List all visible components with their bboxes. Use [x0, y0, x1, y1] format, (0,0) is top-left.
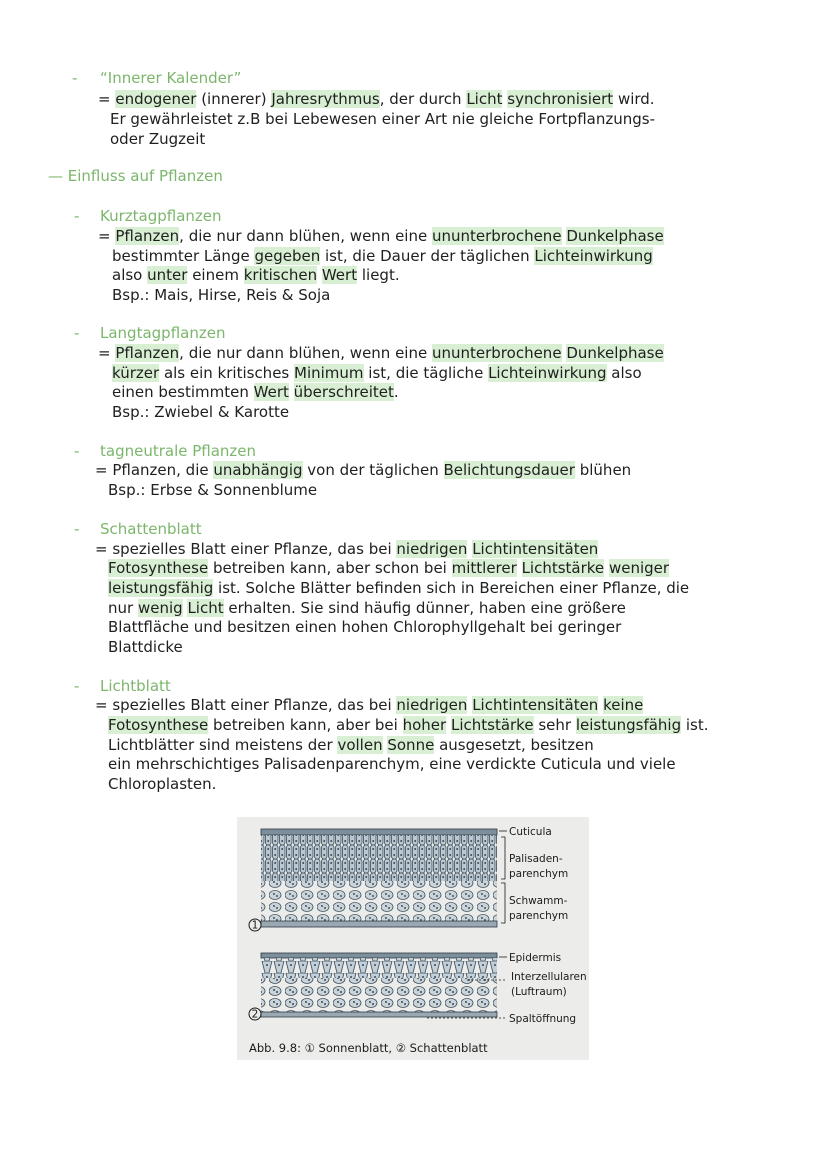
shade-lower-epidermis	[261, 1012, 497, 1017]
cuticula-layer	[261, 829, 497, 835]
highlighted-term: keine	[603, 696, 644, 714]
text-run: blühen	[574, 461, 632, 479]
definition-line: oder Zugzeit	[110, 130, 206, 148]
highlighted-term: mittlerer	[451, 559, 517, 577]
bullet-dash: -	[74, 677, 80, 695]
text-run: einem	[187, 266, 244, 284]
highlighted-term: Dunkelphase	[566, 344, 664, 362]
label-palisade-2: parenchym	[509, 868, 569, 880]
definition-line	[112, 382, 399, 402]
text-run: (innerer)	[196, 90, 272, 108]
highlighted-term: Fotosynthese	[108, 559, 209, 577]
definition-line: ein mehrschichtiges Palisadenparenchym, eine verdickte Cuticula und viele	[108, 755, 676, 773]
text-run: =	[98, 344, 116, 362]
epidermis-layer	[261, 953, 497, 958]
leaf-cross-section-figure	[237, 817, 589, 1060]
text-run: =	[98, 90, 116, 108]
bullet-dash: -	[72, 69, 78, 87]
text-run: , die nur dann blühen, wenn eine	[179, 344, 432, 362]
definition-line	[98, 343, 664, 363]
highlighted-term: hoher	[402, 716, 447, 734]
text-run: Lichtblätter sind meistens der	[108, 736, 338, 754]
shade-palisade-layer	[261, 958, 497, 978]
definition-line	[108, 578, 689, 598]
highlighted-term: vollen	[337, 736, 383, 754]
highlighted-term: Minimum	[294, 364, 364, 382]
bullet-dash: -	[74, 442, 80, 460]
text-run: also	[606, 364, 642, 382]
highlighted-term: Belichtungsdauer	[443, 461, 575, 479]
label-spongy-1: Schwamm-	[509, 895, 568, 907]
definition-line	[108, 735, 594, 755]
text-run: also	[112, 266, 148, 284]
shade-spongy-layer	[261, 978, 497, 1012]
text-run: sehr	[533, 716, 576, 734]
highlighted-term: leistungsfähig	[575, 716, 682, 734]
highlighted-term: kürzer	[112, 364, 160, 382]
text-run	[517, 559, 522, 577]
label-spongy-2: parenchym	[509, 910, 569, 922]
highlighted-term: weniger	[608, 559, 670, 577]
highlighted-term: unter	[147, 266, 188, 284]
bullet-dash: -	[74, 207, 80, 225]
text-run: liegt.	[357, 266, 400, 284]
leaf-diagram	[237, 817, 589, 1060]
text-run: = Pflanzen, die	[95, 461, 214, 479]
text-run: = spezielles Blatt einer Pflanze, das bei	[95, 540, 397, 558]
text-run: = spezielles Blatt einer Pflanze, das bei	[95, 696, 397, 714]
definition-line	[108, 558, 669, 578]
definition-line	[98, 226, 664, 246]
definition-line: Blattfläche und besitzen einen hohen Chlorophyllgehalt bei geringer	[108, 618, 622, 636]
definition-line	[112, 363, 642, 383]
highlighted-term: wenig	[137, 599, 183, 617]
definition-line: Er gewährleistet z.B bei Lebewesen einer Art nie gleiche Fortpflanzungs-	[110, 110, 655, 128]
text-run: =	[98, 227, 116, 245]
highlighted-term: Fotosynthese	[108, 716, 209, 734]
definition-line: Chloroplasten.	[108, 775, 217, 793]
term-shade-leaf: Schattenblatt	[100, 520, 202, 538]
definition-line	[108, 715, 709, 735]
text-run: betreiben kann, aber bei	[208, 716, 403, 734]
text-run: betreiben kann, aber schon bei	[208, 559, 452, 577]
highlighted-term: Lichteinwirkung	[534, 247, 653, 265]
text-run: einen bestimmten	[112, 383, 254, 401]
term-day-neutral-plants: tagneutrale Pflanzen	[100, 442, 257, 460]
definition-line	[108, 598, 626, 618]
definition-line	[112, 265, 400, 285]
label-cuticula: Cuticula	[509, 826, 552, 838]
highlighted-term: Licht	[187, 599, 224, 617]
highlighted-term: niedrigen	[396, 696, 468, 714]
text-run: , der durch	[379, 90, 467, 108]
definition-line	[112, 246, 653, 266]
text-run: erhalten. Sie sind häufig dünner, haben eine größere	[223, 599, 626, 617]
example-line: Bsp.: Zwiebel & Karotte	[112, 403, 290, 421]
highlighted-term: Licht	[466, 90, 503, 108]
text-run: , die nur dann blühen, wenn eine	[179, 227, 432, 245]
figure-caption: Abb. 9.8: ① Sonnenblatt, ② Schattenblatt	[249, 1041, 488, 1055]
text-run: als ein kritisches	[159, 364, 295, 382]
definition-line	[95, 460, 631, 480]
definition-line	[95, 695, 643, 715]
label-epidermis: Epidermis	[509, 952, 562, 964]
highlighted-term: Dunkelphase	[566, 227, 664, 245]
term-inner-calendar: “Innerer Kalender”	[100, 69, 242, 87]
spongy-layer	[261, 881, 497, 921]
lower-epidermis	[261, 921, 497, 927]
highlighted-term: niedrigen	[396, 540, 468, 558]
marker-one-text: 1	[251, 919, 259, 932]
text-run: ist.	[681, 716, 709, 734]
term-sun-leaf: Lichtblatt	[100, 677, 171, 695]
text-run: .	[393, 383, 399, 401]
section-heading: — Einfluss auf Pflanzen	[48, 167, 223, 185]
label-intercellular-2: (Luftraum)	[511, 986, 567, 998]
label-intercellular-1: Interzellularen	[511, 971, 587, 983]
highlighted-term: unabhängig	[213, 461, 303, 479]
text-run	[289, 383, 294, 401]
text-run: von der täglichen	[302, 461, 444, 479]
highlighted-term: Lichtintensitäten	[472, 540, 599, 558]
highlighted-term: gegeben	[254, 247, 321, 265]
highlighted-term: endogener	[115, 90, 197, 108]
highlighted-term: Lichtintensitäten	[472, 696, 599, 714]
highlighted-term: leistungsfähig	[108, 579, 214, 597]
text-run: nur	[108, 599, 138, 617]
term-short-day-plants: Kurztagpflanzen	[100, 207, 222, 225]
text-run: wird.	[613, 90, 655, 108]
example-line: Bsp.: Mais, Hirse, Reis & Soja	[112, 286, 331, 304]
highlighted-term: ununterbrochene	[431, 227, 562, 245]
highlighted-term: synchronisiert	[507, 90, 614, 108]
highlighted-term: Sonne	[387, 736, 435, 754]
label-stoma: Spaltöffnung	[509, 1013, 577, 1025]
highlighted-term: Lichtstärke	[521, 559, 605, 577]
bullet-dash: -	[74, 324, 80, 342]
highlighted-term: ununterbrochene	[431, 344, 562, 362]
definition-line	[98, 89, 655, 109]
highlighted-term: Pflanzen	[115, 227, 180, 245]
highlighted-term: Jahresrythmus	[271, 90, 380, 108]
palisade-layer	[261, 835, 497, 881]
highlighted-term: Wert	[253, 383, 289, 401]
bullet-dash: -	[74, 520, 80, 538]
marker-two-text: 2	[251, 1008, 259, 1021]
label-palisade-1: Palisaden-	[509, 853, 563, 865]
highlighted-term: Lichteinwirkung	[488, 364, 607, 382]
text-run: ist, die tägliche	[363, 364, 489, 382]
definition-line	[95, 539, 598, 559]
highlighted-term: Pflanzen	[115, 344, 180, 362]
definition-line: Blattdicke	[108, 638, 183, 656]
term-long-day-plants: Langtagpflanzen	[100, 324, 226, 342]
highlighted-term: kritischen	[243, 266, 318, 284]
text-run: ist, die Dauer der täglichen	[320, 247, 535, 265]
text-run: ist. Solche Blätter befinden sich in Bereichen einer Pflanze, die	[213, 579, 690, 597]
highlighted-term: Lichtstärke	[450, 716, 534, 734]
highlighted-term: überschreitet	[293, 383, 394, 401]
example-line: Bsp.: Erbse & Sonnenblume	[108, 481, 318, 499]
text-run: ausgesetzt, besitzen	[434, 736, 594, 754]
text-run: bestimmter Länge	[112, 247, 255, 265]
highlighted-term: Wert	[321, 266, 358, 284]
